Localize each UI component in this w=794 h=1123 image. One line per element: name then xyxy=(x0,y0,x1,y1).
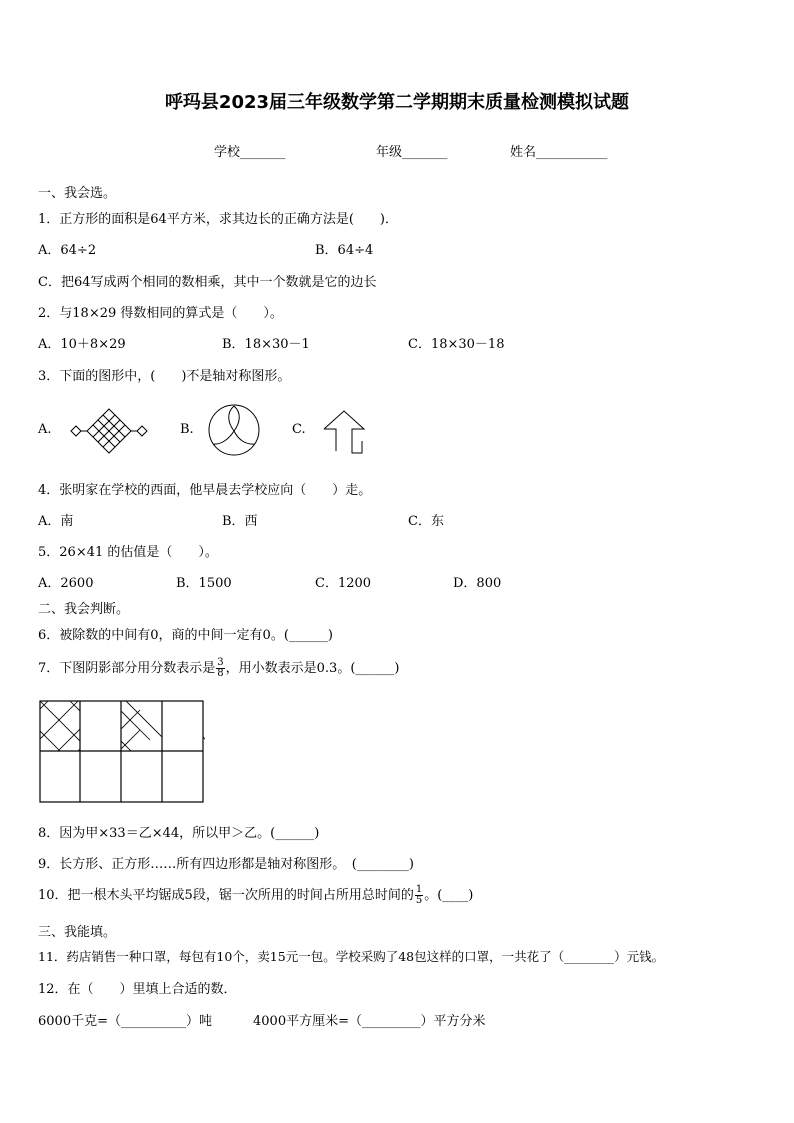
question-2: 2．与18×29 得数相同的算式是（ ）。 xyxy=(38,306,283,321)
q10-text-before: 10．把一根木头平均锯成5段，锯一次所用的时间占所用总时间的 xyxy=(38,888,414,903)
question-8: 8．因为甲×33＝乙×44，所以甲＞乙。(______) xyxy=(38,826,320,841)
q4-option-b: B．西 xyxy=(222,514,258,529)
q7-text-before: 7．下图阴影部分用分数表示是 xyxy=(38,661,216,676)
q3-option-b: B. xyxy=(180,422,194,437)
question-6: 6．被除数的中间有0，商的中间一定有0。(______) xyxy=(38,628,333,643)
q5-option-a: A．2600 xyxy=(38,576,94,591)
section-heading-3: 三、我能填。 xyxy=(38,925,117,940)
question-3: 3．下面的图形中，( )不是轴对称图形。 xyxy=(38,369,291,384)
page-title: 呼玛县2023届三年级数学第二学期期末质量检测模拟试题 xyxy=(164,92,630,113)
section-heading-2: 二、我会判断。 xyxy=(38,602,130,617)
q3-option-a: A. xyxy=(38,422,52,437)
q5-option-c: C．1200 xyxy=(315,576,372,591)
q5-option-b: B．1500 xyxy=(176,576,232,591)
school-field: 学校_______ xyxy=(214,145,286,160)
q10-text-after: 。(____) xyxy=(424,888,474,903)
fraction-3-8: $\frac{3}{8}$ xyxy=(217,657,224,679)
q5-option-d: D．800 xyxy=(453,576,502,591)
arrow-figure xyxy=(322,409,368,455)
question-5: 5．26×41 的估值是（ ）。 xyxy=(38,545,218,560)
q4-option-a: A．南 xyxy=(38,514,74,529)
fraction-1-5: $\frac{1}{5}$ xyxy=(415,884,423,906)
section-heading-1: 一、我会选。 xyxy=(38,186,117,201)
q7-text-after: ，用小数表示是0.3。(______) xyxy=(225,661,400,676)
shaded-grid-figure xyxy=(39,700,205,804)
grade-field: 年级_______ xyxy=(376,145,448,160)
q1-option-b: B．64÷4 xyxy=(315,243,374,258)
q2-option-a: A．10＋8×29 xyxy=(38,337,126,352)
name-field: 姓名___________ xyxy=(510,145,608,160)
question-12: 12．在（ ）里填上合适的数． xyxy=(38,982,237,997)
question-4: 4．张明家在学校的西面，他早晨去学校应向（ ）走。 xyxy=(38,483,372,498)
question-10 xyxy=(38,884,473,906)
knot-figure xyxy=(68,405,150,455)
q3-option-c: C. xyxy=(292,422,306,437)
q1-option-a: A．64÷2 xyxy=(38,243,97,258)
q4-option-c: C．东 xyxy=(408,514,444,529)
question-1: 1．正方形的面积是64平方米，求其边长的正确方法是( )． xyxy=(38,212,398,227)
q2-option-b: B．18×30－1 xyxy=(222,337,310,352)
question-11: 11．药店销售一种口罩，每包有10个，卖15元一包。学校采购了48包这样的口罩，一共花了（________）元钱。 xyxy=(38,949,665,964)
question-9: 9．长方形、正方形……所有四边形都是轴对称图形。 (________) xyxy=(38,857,414,872)
q12-part-b: 4000平方厘米=（_________）平方分米 xyxy=(253,1014,486,1029)
q12-part-a: 6000千克=（__________）吨 xyxy=(38,1014,212,1029)
question-7 xyxy=(38,657,399,679)
q2-option-c: C．18×30－18 xyxy=(408,337,505,352)
circle-leaf-figure xyxy=(207,403,261,457)
q1-option-c: C．把64写成两个相同的数相乘，其中一个数就是它的边长 xyxy=(38,275,377,290)
